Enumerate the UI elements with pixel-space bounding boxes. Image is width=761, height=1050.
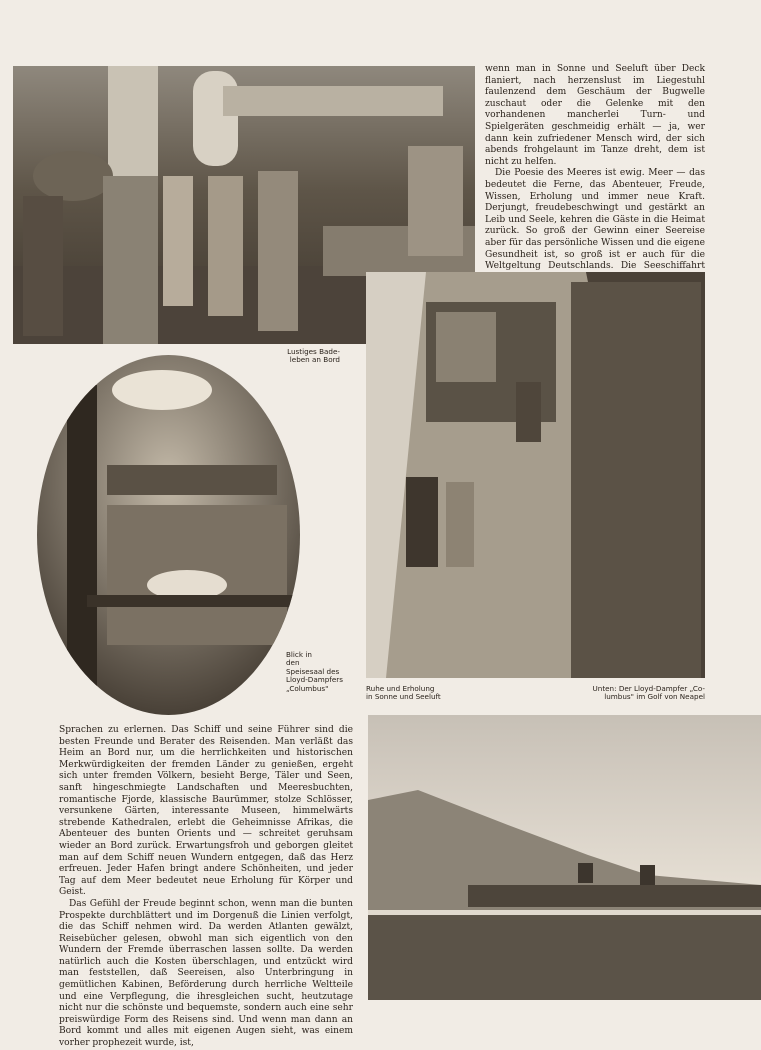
caption-line: „Columbus" (286, 683, 329, 693)
caption-deck (366, 685, 486, 702)
paragraph: Das Gefühl der Freude beginnt schon, wenn man die bunten Prospekte durchblättert und im Dorgenuß die Linien verfolgt, die das Schiff nehmen wird. Da werden Atlanten gewälzt, Reisebücher gelesen, obwohl man sich eigentlich von den Wundern der Fremde überraschen lassen sollte. Da werden natürlich auch die Kosten überschlagen, und entzückt wird man feststellen, daß Seereisen, also Unterbringung in gemütlichen Kabinen, Beförderung durch herrliche Weltteile und eine Verpflegung, die ihresgleichen sucht, heutzutage nicht nur die schönste und bequemste, sondern auch eine sehr preiswürdige Form des Reisens sind. Und wenn man dann an Bord kommt und alles mit eigenen Augen sieht, was einem vorher prophezeit wurde, ist, (59, 898, 353, 1049)
caption-line: in Sonne und Seeluft (366, 692, 441, 702)
caption-line: Unten: Der Lloyd-Dampfer „Co- (592, 684, 705, 693)
caption-line: Lustiges Bade- (287, 347, 340, 356)
caption-line: Speisesaal des (286, 666, 340, 676)
photo-deck-chairs (366, 272, 705, 678)
paragraph: wenn man in Sonne und Seeluft über Deck flaniert, nach herzenslust im Liegestuhl faulenzend dem Geschäum der Bugwelle zuschaut oder die Gelenke mit den vorhandenen mancherlei Turn- und Spielgeräten geschmeidig erhält — ja, wer dann kein zufriedener Mensch wird, der sich abends frohgelaunt im Tanze dreht, dem ist nicht zu helfen. (485, 64, 705, 167)
paragraph: Sprachen zu erlernen. Das Schiff und seine Führer sind die besten Freunde und Berater des Reisenden. Man verläßt das Heim an Bord nur, um die herrlichkeiten und historischen Merkwürdigkeiten der fremden Länder zu genießen, ergeht sich unter fremden Völkern, besieht Berge, Täler und Seen, sanft hingeschmiegte Landschaften und Meeresbuchten, romantische Fjorde, klassische Baurümmer, stolze Schlösser, versunkene Gärten, interessante Museen, himmelwärts strebende Kathedralen, erlebt die Geheimnisse Afrikas, die Abenteuer des bunten Orients und — schreitet geruhsam wieder an Bord zurück. Erwartungsfroh und geborgen gleitet man auf dem Schiff neuen Wundern entgegen, daß das Herz erfreuen. Jeder Hafen bringt andere Schönheiten, und jeder Tag auf dem Meer bedeutet neue Erholung für Körper und Geist. (59, 725, 353, 898)
caption-line: Ruhe und Erholung (366, 684, 435, 693)
caption-line: Lloyd-Dampfers (286, 675, 343, 685)
text-column-top (485, 64, 705, 289)
caption-dining (286, 651, 366, 693)
text-column-bottom (59, 725, 353, 1049)
caption-naples (545, 685, 705, 702)
photo-naples-bay (368, 715, 761, 1000)
caption-line: den (286, 658, 300, 668)
caption-line: lumbus" im Golf von Neapel (604, 692, 705, 702)
photo-dining-hall (37, 355, 300, 715)
caption-bathing (252, 348, 340, 365)
caption-line: Blick in (286, 650, 312, 659)
paragraph: Die Poesie des Meeres ist ewig. Meer — das bedeutet die Ferne, das Abenteuer, Freude, Wissen, Erholung und immer neue Kraft. Derjungt, freudebeschwingt und gestärkt an Leib und Seele, kehren die Gäste in die Heimat zurück. So groß der Gewinn einer Seereise aber für das persönliche Wissen und die eigene Gesundheit ist, so groß ist er auch für die Weltgeltung Deutschlands. Die Seeschiffahrt (485, 168, 705, 272)
caption-line: leben an Bord (289, 355, 340, 365)
